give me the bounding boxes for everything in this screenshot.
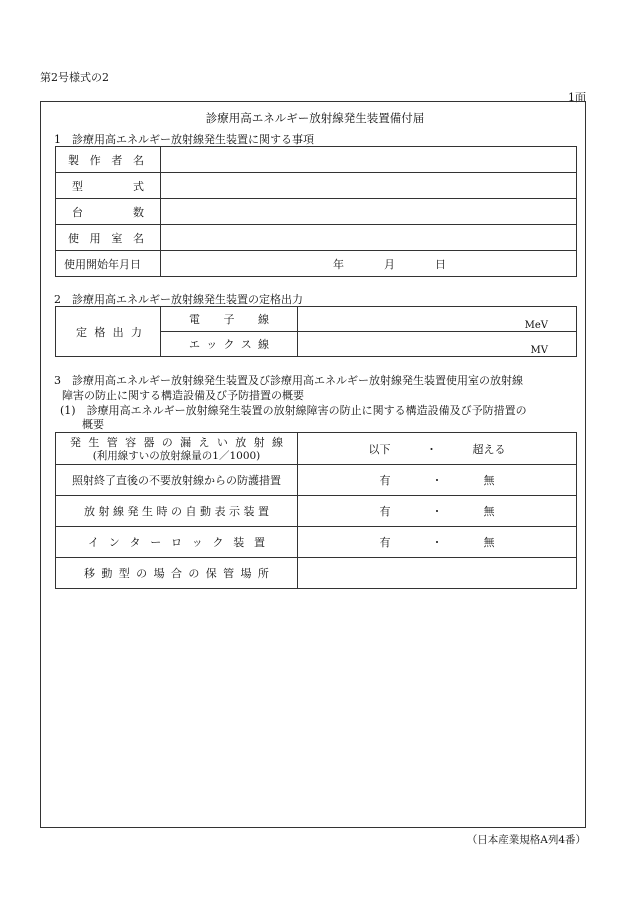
label-char: 室 <box>111 231 123 245</box>
section3-table <box>55 432 577 589</box>
storage-location-label <box>56 558 298 589</box>
label-char: 保 <box>205 567 217 580</box>
start-date-field[interactable] <box>161 251 577 277</box>
label-char: の <box>188 567 200 580</box>
option-no[interactable]: 無 <box>483 536 495 549</box>
label-char: 生 <box>142 505 153 518</box>
label-char: ロ <box>171 536 182 549</box>
quantity-field[interactable] <box>161 199 577 225</box>
option-no[interactable]: 無 <box>483 505 495 518</box>
auto-display-label <box>56 496 298 527</box>
section1-heading: 1 診療用高エネルギー放射線発生装置に関する事項 <box>54 133 314 146</box>
label-char: ッ <box>206 338 218 351</box>
label-char: 線 <box>258 313 269 326</box>
label-char: 管 <box>223 567 235 580</box>
label-char: 発 <box>127 505 139 518</box>
label-char: の <box>161 436 173 449</box>
label-char: 所 <box>257 567 269 580</box>
label-char: タ <box>129 536 141 549</box>
option-below[interactable]: 以下 <box>368 442 391 456</box>
label-char: え <box>198 436 210 449</box>
label-char: 射 <box>98 505 110 518</box>
table-row <box>56 527 577 558</box>
label-char: 型 <box>118 567 130 580</box>
option-yes[interactable]: 有 <box>379 505 391 518</box>
section1-table <box>55 146 577 277</box>
label-char: 動 <box>200 505 211 518</box>
x-ray-field[interactable] <box>298 332 577 357</box>
option-yes[interactable]: 有 <box>379 536 391 549</box>
auto-display-options[interactable] <box>298 496 577 527</box>
label-char: 製 <box>68 153 79 167</box>
label-char: 格 <box>94 325 106 339</box>
label-char: ッ <box>191 536 203 549</box>
section3-sub-line2: 概要 <box>82 418 104 431</box>
label-char: 力 <box>130 325 142 339</box>
label-char: 場 <box>153 567 165 580</box>
label-char: 発 <box>70 436 81 449</box>
start-date-label: 使用開始年月日 <box>56 251 161 277</box>
label-char: 線 <box>271 436 283 449</box>
leakage-options[interactable] <box>298 433 577 465</box>
label-char: 子 <box>223 313 235 326</box>
label-char: イ <box>88 536 99 549</box>
label-char: い <box>216 436 228 449</box>
unit-mev: MeV <box>524 320 548 331</box>
storage-location-field[interactable] <box>298 558 577 589</box>
label-char: 置 <box>254 536 265 549</box>
label-char: 台 <box>72 205 83 219</box>
section2-table <box>55 306 577 357</box>
option-separator: ・ <box>431 505 443 518</box>
label-char: 装 <box>243 505 255 518</box>
option-separator: ・ <box>431 474 443 487</box>
label-char: 自 <box>185 505 197 518</box>
label-char: 管 <box>106 436 118 449</box>
section3-heading-line2: 障害の防止に関する構造設備及び予防措置の概要 <box>62 389 304 402</box>
label-char: 装 <box>233 536 245 549</box>
label-char: 示 <box>229 505 240 518</box>
label-char: 動 <box>101 567 113 580</box>
label-char: 場 <box>240 567 252 580</box>
label-char: ー <box>150 536 162 549</box>
label-char: 時 <box>156 505 168 518</box>
document-title: 診療用高エネルギー放射線発生装置備付届 <box>205 111 425 125</box>
label-char: 作 <box>89 153 101 167</box>
label-char: 型 <box>72 179 83 193</box>
section3-heading-line1: 3 診療用高エネルギー放射線発生装置及び診療用高エネルギー放射線発生装置使用室の放射線 <box>54 374 523 387</box>
model-label <box>56 173 161 199</box>
label-char: 射 <box>253 436 265 449</box>
label-char: 放 <box>84 505 95 518</box>
day-label: 日 <box>435 257 446 271</box>
leakage-label <box>56 433 298 465</box>
leakage-sub-label: (利用線すいの放射線量の1／1000) <box>92 450 261 462</box>
label-char: 名 <box>132 153 144 167</box>
manufacturer-label <box>56 147 161 173</box>
label-char: 出 <box>112 325 124 339</box>
label-char: 数 <box>133 205 144 219</box>
electron-beam-label <box>161 307 298 332</box>
label-char: 移 <box>84 567 95 580</box>
label-char: 使 <box>68 231 79 245</box>
table-row <box>56 199 577 225</box>
label-char: 表 <box>214 505 226 518</box>
label-char: 者 <box>111 153 123 167</box>
label-char: 漏 <box>180 436 192 449</box>
label-char: の <box>171 505 182 518</box>
interlock-options[interactable] <box>298 527 577 558</box>
label-char: ク <box>212 536 224 549</box>
rated-output-label <box>56 307 161 357</box>
section2-heading: 2 診療用高エネルギー放射線発生装置の定格出力 <box>54 293 303 306</box>
label-char: 置 <box>258 505 269 518</box>
label-char: 放 <box>235 436 247 449</box>
table-row <box>56 173 577 199</box>
label-char: の <box>136 567 148 580</box>
label-char: 線 <box>258 338 269 351</box>
label-char: 名 <box>132 231 144 245</box>
quantity-label <box>56 199 161 225</box>
label-char: 合 <box>170 567 182 580</box>
table-row <box>56 225 577 251</box>
table-row <box>56 558 577 589</box>
protection-measure-options[interactable] <box>298 465 577 496</box>
table-row <box>56 147 577 173</box>
label-char: 生 <box>88 436 100 449</box>
electron-beam-field[interactable] <box>298 307 577 332</box>
table-row <box>56 307 577 332</box>
manufacturer-field[interactable] <box>161 147 577 173</box>
table-row <box>56 433 577 465</box>
label-char: エ <box>189 338 200 351</box>
label-char: 用 <box>89 231 101 245</box>
table-row <box>56 251 577 277</box>
form-number: 第2号様式の2 <box>40 71 109 84</box>
unit-mv: MV <box>530 345 548 356</box>
label-char: ス <box>240 338 252 351</box>
interlock-label <box>56 527 298 558</box>
table-row <box>56 465 577 496</box>
option-exceed[interactable]: 超える <box>472 442 506 456</box>
paper-size-note: （日本産業規格A列4番） <box>466 834 586 846</box>
option-yes[interactable]: 有 <box>379 474 391 487</box>
x-ray-label <box>161 332 298 357</box>
label-char: 定 <box>76 325 87 339</box>
month-label: 月 <box>384 257 395 271</box>
label-char: 式 <box>133 179 144 193</box>
room-name-label <box>56 225 161 251</box>
option-separator: ・ <box>426 442 437 456</box>
label-char: 線 <box>113 505 124 518</box>
label-char: 器 <box>143 436 155 449</box>
table-row <box>56 496 577 527</box>
year-label: 年 <box>333 257 344 271</box>
option-no[interactable]: 無 <box>483 474 495 487</box>
page-number: 1面 <box>568 91 586 104</box>
label-char: ク <box>223 338 235 351</box>
option-separator: ・ <box>431 536 443 549</box>
label-char: 容 <box>125 436 137 449</box>
room-name-field[interactable] <box>161 225 577 251</box>
label-char: 電 <box>189 313 200 326</box>
model-field[interactable] <box>161 173 577 199</box>
label-char: ン <box>108 536 120 549</box>
section3-sub-line1: (1) 診療用高エネルギー放射線発生装置の放射線障害の防止に関する構造設備及び予防措置の <box>60 404 527 417</box>
protection-measure-label: 照射終了直後の不要放射線からの防護措置 <box>56 465 298 496</box>
